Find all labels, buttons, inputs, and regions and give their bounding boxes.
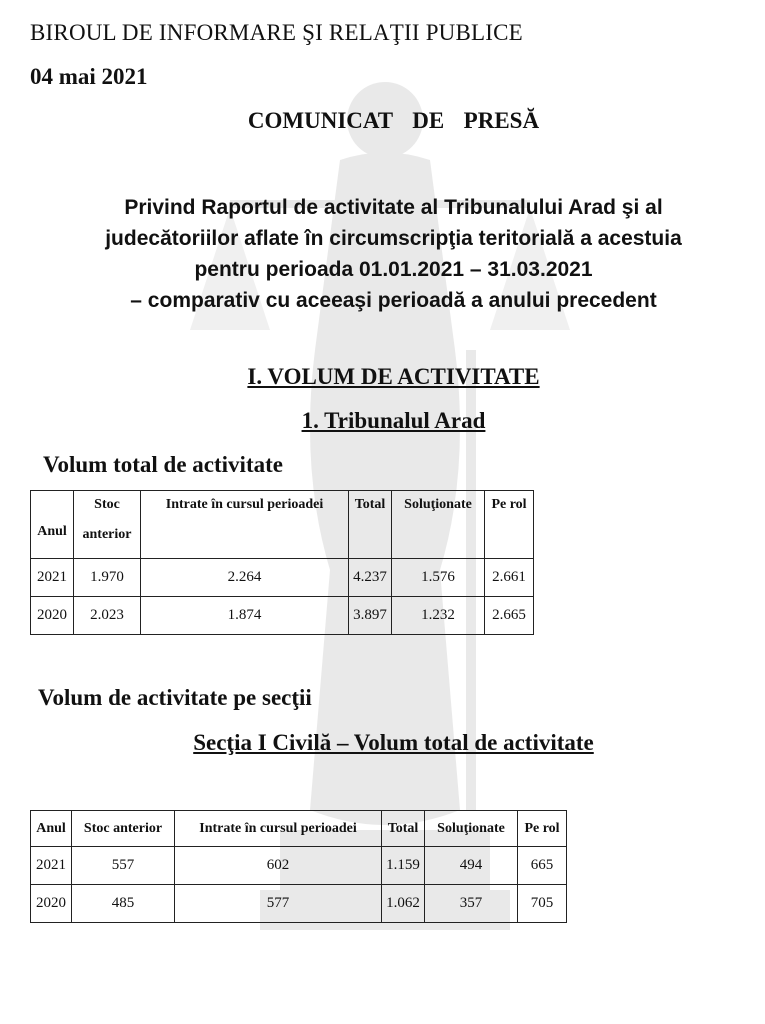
- col-intrate: Intrate în cursul perioadei: [141, 491, 349, 559]
- cell-anul: 2021: [31, 559, 74, 597]
- cell-pe-rol: 2.665: [485, 597, 534, 635]
- subject-line-3: pentru perioada 01.01.2021 – 31.03.2021: [194, 258, 593, 281]
- subject-line-2: judecătoriilor aflate în circumscripţia teritorială a acestuia: [105, 227, 682, 250]
- subsection-heading: 1. Tribunalul Arad: [301, 408, 486, 433]
- col-stoc-line2: anterior: [82, 527, 132, 542]
- table1-caption: Volum total de activitate: [43, 452, 283, 477]
- cell-solutionate: 1.232: [392, 597, 485, 635]
- cell-anul: 2020: [31, 885, 72, 923]
- col-anul: Anul: [31, 811, 72, 847]
- section-heading: I. VOLUM DE ACTIVITATE: [247, 364, 540, 389]
- civil-section-heading: Secţia I Civilă – Volum total de activitate: [193, 730, 594, 755]
- civil-section-table: [30, 810, 567, 923]
- cell-intrate: 2.264: [141, 559, 349, 597]
- cell-pe-rol: 705: [518, 885, 567, 923]
- cell-total: 1.062: [382, 885, 425, 923]
- cell-total: 1.159: [382, 847, 425, 885]
- cell-intrate: 577: [175, 885, 382, 923]
- cell-stoc: 2.023: [74, 597, 141, 635]
- cell-intrate: 1.874: [141, 597, 349, 635]
- table-header-row: [31, 811, 567, 847]
- office-name: BIROUL DE INFORMARE ŞI RELAŢII PUBLICE: [30, 20, 523, 45]
- col-pe-rol: Pe rol: [518, 811, 567, 847]
- document-title: COMUNICAT DE PRESĂ: [247, 108, 540, 133]
- release-date: 04 mai 2021: [30, 64, 148, 89]
- table-row: [31, 597, 534, 635]
- col-anul: Anul: [31, 491, 74, 559]
- subject-line-1: Privind Raportul de activitate al Tribunalului Arad şi al: [124, 196, 663, 219]
- cell-pe-rol: 2.661: [485, 559, 534, 597]
- cell-solutionate: 1.576: [392, 559, 485, 597]
- table-row: [31, 885, 567, 923]
- col-pe-rol: Pe rol: [485, 491, 534, 559]
- cell-intrate: 602: [175, 847, 382, 885]
- col-solutionate: Soluţionate: [425, 811, 518, 847]
- total-activity-table: [30, 490, 534, 635]
- cell-solutionate: 494: [425, 847, 518, 885]
- col-stoc-anterior: [74, 491, 141, 559]
- cell-anul: 2020: [31, 597, 74, 635]
- table-row: [31, 559, 534, 597]
- col-solutionate: Soluţionate: [392, 491, 485, 559]
- table-header-row: [31, 491, 534, 559]
- cell-anul: 2021: [31, 847, 72, 885]
- col-intrate: Intrate în cursul perioadei: [175, 811, 382, 847]
- col-total: Total: [349, 491, 392, 559]
- col-stoc-anterior: Stoc anterior: [72, 811, 175, 847]
- col-stoc-line1: Stoc: [94, 497, 120, 512]
- cell-solutionate: 357: [425, 885, 518, 923]
- cell-pe-rol: 665: [518, 847, 567, 885]
- subject-block: [0, 192, 765, 316]
- cell-stoc: 1.970: [74, 559, 141, 597]
- cell-stoc: 557: [72, 847, 175, 885]
- subject-line-4: – comparativ cu aceeaşi perioadă a anului precedent: [130, 289, 657, 312]
- cell-total: 4.237: [349, 559, 392, 597]
- cell-stoc: 485: [72, 885, 175, 923]
- sections-heading: Volum de activitate pe secţii: [38, 685, 312, 710]
- cell-total: 3.897: [349, 597, 392, 635]
- col-total: Total: [382, 811, 425, 847]
- table-row: [31, 847, 567, 885]
